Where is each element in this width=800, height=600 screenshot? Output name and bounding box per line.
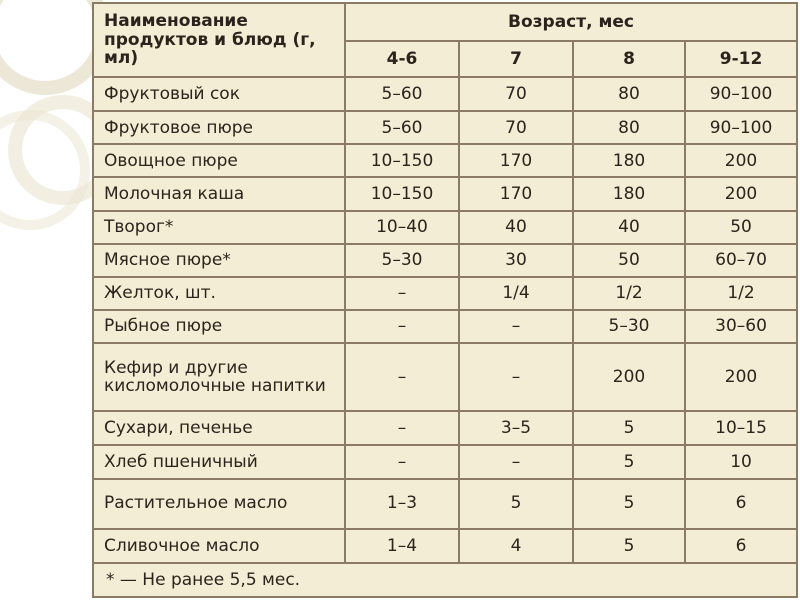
value-cell: – [345,445,459,478]
product-name: Овощное пюре [93,144,345,177]
value-cell: 90–100 [685,111,797,144]
value-cell: 200 [573,343,685,411]
value-cell: 180 [573,144,685,177]
value-cell: 10–150 [345,177,459,210]
value-cell: 180 [573,177,685,210]
table-row [93,211,797,244]
value-cell: 1/2 [685,277,797,310]
value-cell: 1/2 [573,277,685,310]
product-name: Сухари, печенье [93,411,345,445]
product-name: Фруктовый сок [93,77,345,111]
product-name: Желток, шт. [93,277,345,310]
product-name: Мясное пюре* [93,244,345,277]
value-cell: – [459,445,573,478]
value-cell: 40 [573,211,685,244]
footnote: * — Не ранее 5,5 мес. [93,563,797,597]
product-name: Фруктовое пюре [93,111,345,144]
product-name: Хлеб пшеничный [93,445,345,478]
table-row [93,277,797,310]
table-row [93,411,797,445]
value-cell: 10 [685,445,797,478]
value-cell: 5 [573,479,685,529]
value-cell: 1–3 [345,479,459,529]
value-cell: 5–60 [345,111,459,144]
table-row [93,445,797,478]
header-product-name: Наименование продуктов и блюд (г, мл) [93,3,345,77]
table-row [93,77,797,111]
value-cell: 80 [573,111,685,144]
value-cell: 4 [459,529,573,563]
value-cell: 40 [459,211,573,244]
value-cell: 200 [685,343,797,411]
table-row [93,343,797,411]
product-name: Сливочное масло [93,529,345,563]
value-cell: 10–150 [345,144,459,177]
header-age-group: Возраст, мес [345,3,797,41]
table-row [93,529,797,563]
feeding-table [92,2,798,598]
value-cell: – [345,277,459,310]
value-cell: 170 [459,144,573,177]
value-cell: 70 [459,77,573,111]
value-cell: – [345,343,459,411]
value-cell: 10–15 [685,411,797,445]
value-cell: – [459,310,573,343]
footnote-row [93,563,797,597]
value-cell: 5 [573,411,685,445]
value-cell: 6 [685,529,797,563]
value-cell: – [459,343,573,411]
value-cell: 90–100 [685,77,797,111]
product-name: Растительное масло [93,479,345,529]
value-cell: 1–4 [345,529,459,563]
value-cell: 5 [573,445,685,478]
table-row [93,144,797,177]
value-cell: 5–30 [573,310,685,343]
product-name: Кефир и другие кисломолочные напитки [93,343,345,411]
value-cell: 1/4 [459,277,573,310]
header-age-4-6: 4-6 [345,41,459,77]
table-row [93,244,797,277]
value-cell: 80 [573,77,685,111]
value-cell: 30–60 [685,310,797,343]
feeding-table-container [92,2,796,598]
header-age-8: 8 [573,41,685,77]
value-cell: 200 [685,177,797,210]
product-name: Рыбное пюре [93,310,345,343]
table-row [93,479,797,529]
value-cell: 3–5 [459,411,573,445]
value-cell: 170 [459,177,573,210]
value-cell: – [345,310,459,343]
value-cell: 60–70 [685,244,797,277]
value-cell: – [345,411,459,445]
product-name: Творог* [93,211,345,244]
table-row [93,310,797,343]
value-cell: 5–60 [345,77,459,111]
value-cell: 200 [685,144,797,177]
value-cell: 50 [685,211,797,244]
value-cell: 70 [459,111,573,144]
header-age-9-12: 9-12 [685,41,797,77]
value-cell: 10–40 [345,211,459,244]
value-cell: 5–30 [345,244,459,277]
value-cell: 30 [459,244,573,277]
header-age-7: 7 [459,41,573,77]
value-cell: 50 [573,244,685,277]
value-cell: 5 [459,479,573,529]
value-cell: 6 [685,479,797,529]
value-cell: 5 [573,529,685,563]
table-row [93,177,797,210]
product-name: Молочная каша [93,177,345,210]
table-row [93,111,797,144]
